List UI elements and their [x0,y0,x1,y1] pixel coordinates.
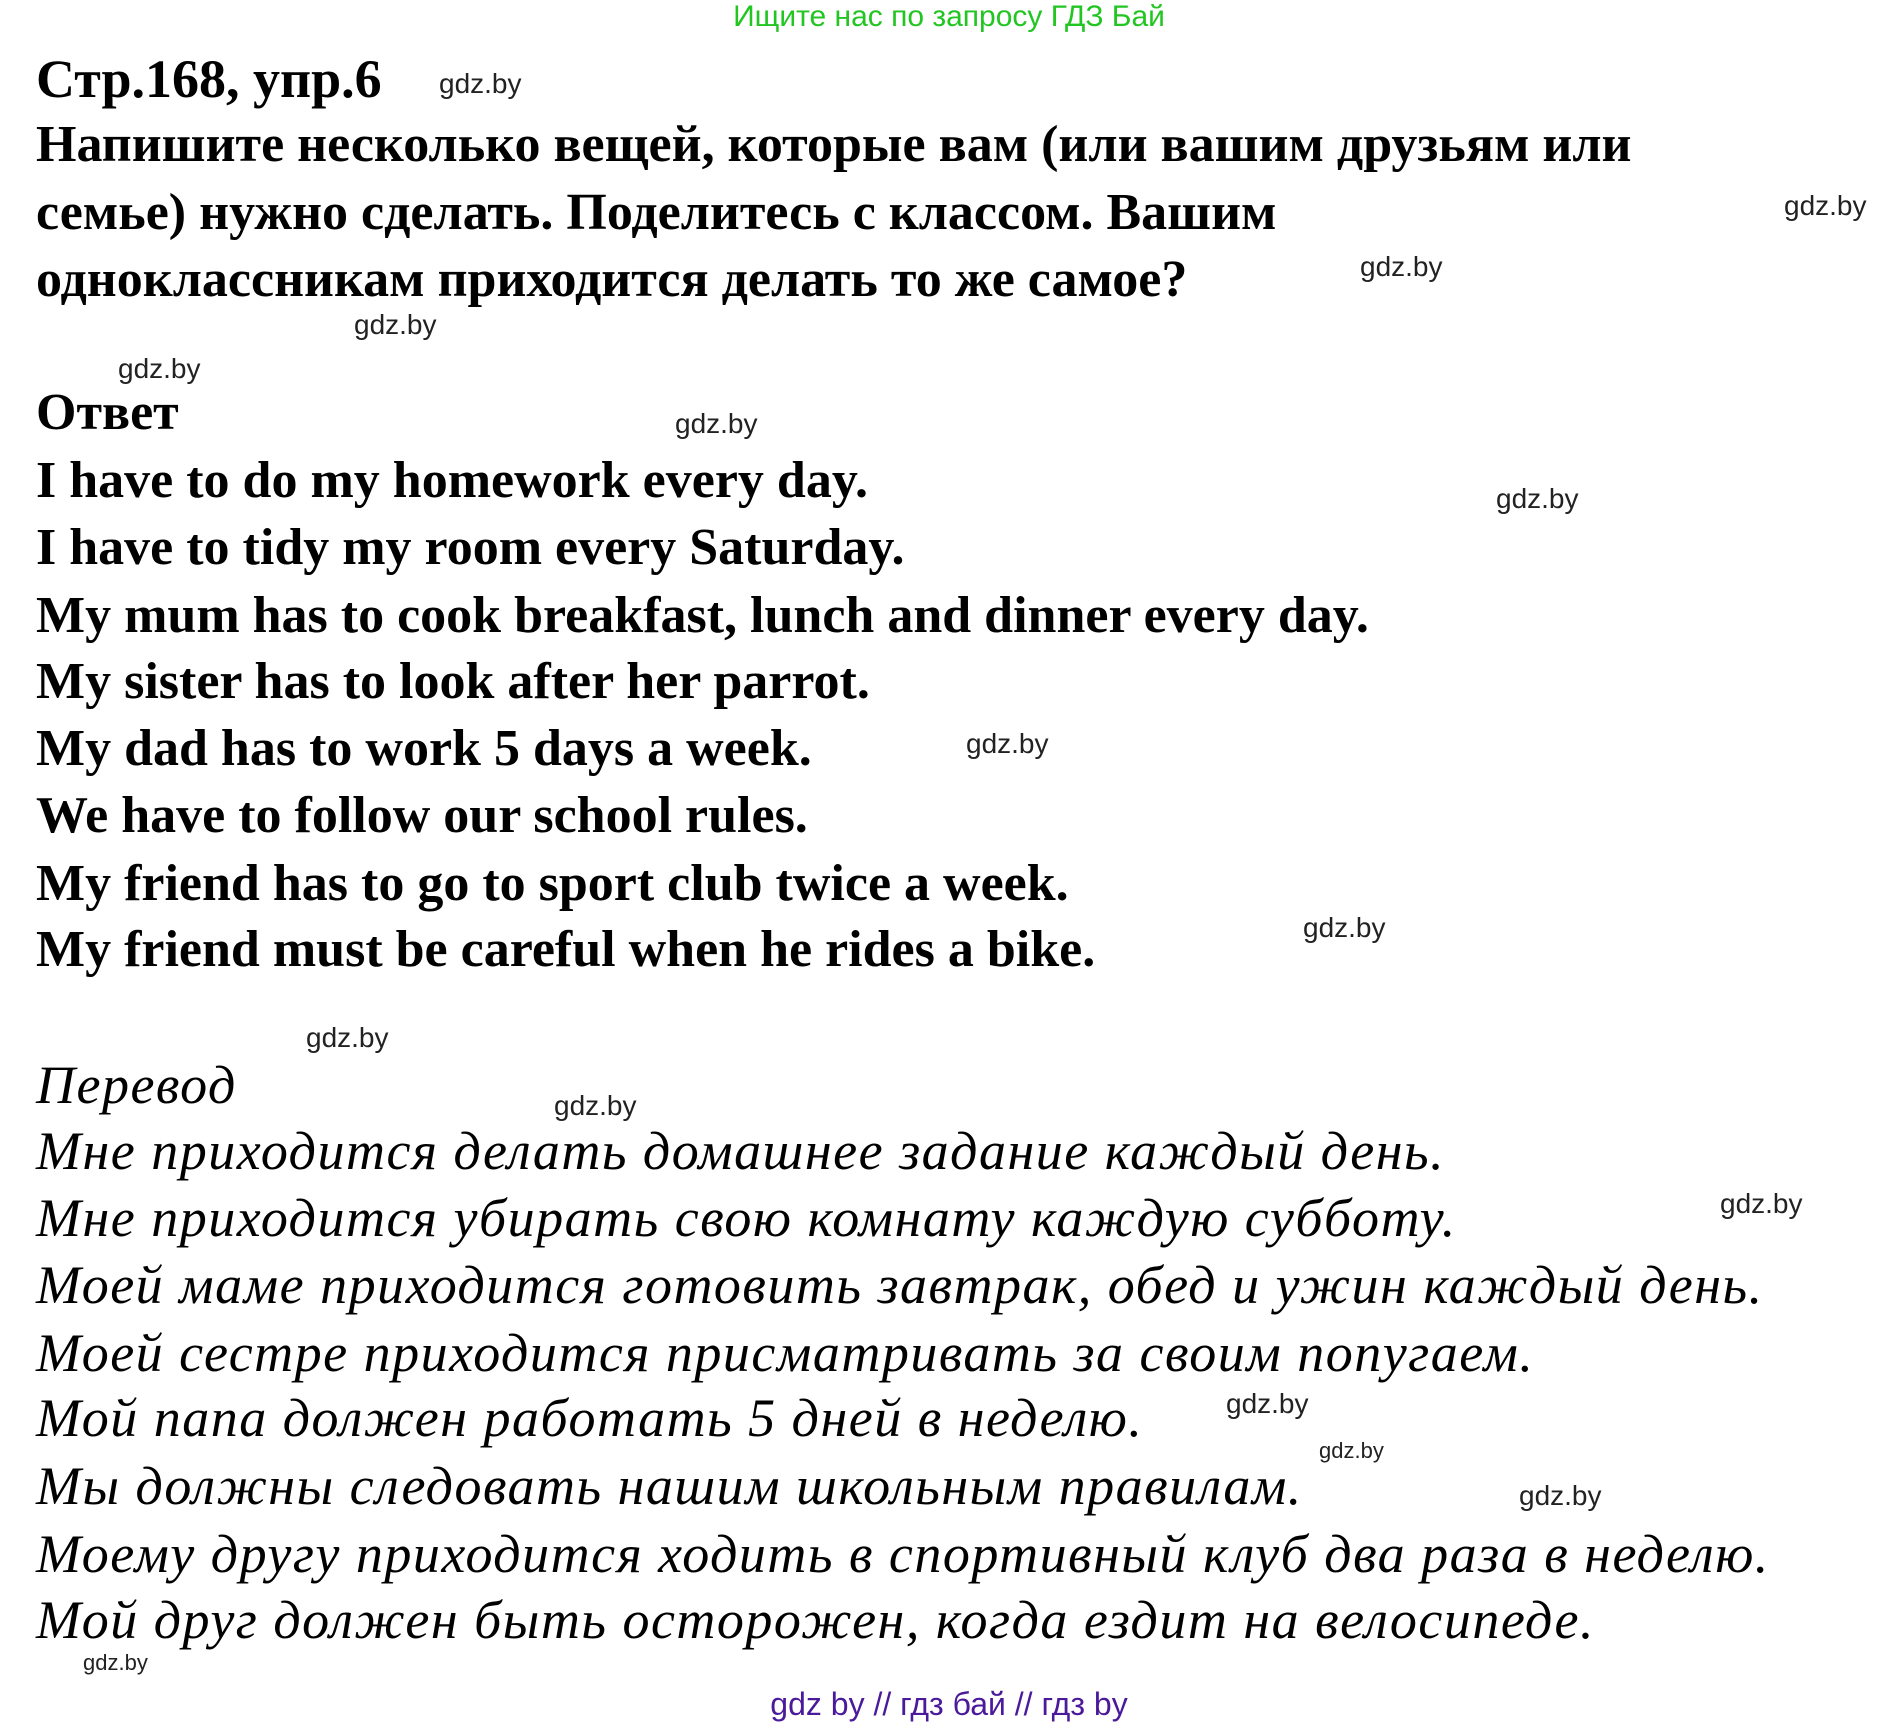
watermark: gdz.by [966,728,1049,759]
answer-line: My mum has to cook breakfast, lunch and dinner every day. [36,587,1369,644]
translation-line: Мне приходится делать домашнее задание каждый день. [36,1121,1446,1181]
watermark: gdz.by [1360,251,1443,282]
answer-line: My friend must be careful when he rides a bike. [36,921,1096,978]
watermark: gdz.by [1784,190,1867,221]
translation-line: Моей сестре приходится присматривать за своим попугаем. [36,1323,1535,1383]
answer-line: My friend has to go to sport club twice a week. [36,855,1069,912]
watermark: gdz.by [1496,483,1579,514]
answer-line: I have to tidy my room every Saturday. [36,519,905,576]
watermark: gdz.by [1519,1480,1602,1511]
answer-heading: Ответ [36,384,179,441]
watermark: gdz.by [1319,1438,1384,1463]
watermark: gdz.by [1303,912,1386,943]
watermark: gdz.by [354,309,437,340]
question-line: одноклассникам приходится делать то же самое? [36,251,1188,308]
watermark: gdz.by [554,1090,637,1121]
translation-line: Мой папа должен работать 5 дней в неделю. [36,1388,1144,1448]
footer-links: gdz by // гдз бай // гдз by [770,1686,1128,1722]
question-line: семье) нужно сделать. Поделитесь с классом. Вашим [36,184,1277,241]
watermark: gdz.by [83,1650,148,1675]
translation-line: Мы должны следовать нашим школьным правилам. [36,1456,1303,1516]
translation-line: Моей маме приходится готовить завтрак, обед и ужин каждый день. [36,1255,1764,1315]
translation-heading: Перевод [36,1055,237,1115]
translation-line: Мой друг должен быть осторожен, когда ездит на велосипеде. [36,1590,1595,1650]
watermark: gdz.by [118,353,201,384]
page-title: Стр.168, упр.6 [36,49,382,109]
answer-line: My dad has to work 5 days a week. [36,720,812,777]
answer-line: My sister has to look after her parrot. [36,653,870,710]
watermark: gdz.by [1226,1388,1309,1419]
translation-line: Моему другу приходится ходить в спортивный клуб два раза в неделю. [36,1524,1770,1584]
answer-line: I have to do my homework every day. [36,452,868,509]
watermark: gdz.by [306,1022,389,1053]
watermark: gdz.by [675,408,758,439]
watermark: gdz.by [439,68,522,99]
answer-line: We have to follow our school rules. [36,787,808,844]
search-banner: Ищите нас по запросу ГДЗ Бай [733,0,1165,33]
question-line: Напишите несколько вещей, которые вам (или вашим друзьям или [36,116,1632,173]
watermark: gdz.by [1720,1188,1803,1219]
translation-line: Мне приходится убирать свою комнату каждую субботу. [36,1188,1457,1248]
